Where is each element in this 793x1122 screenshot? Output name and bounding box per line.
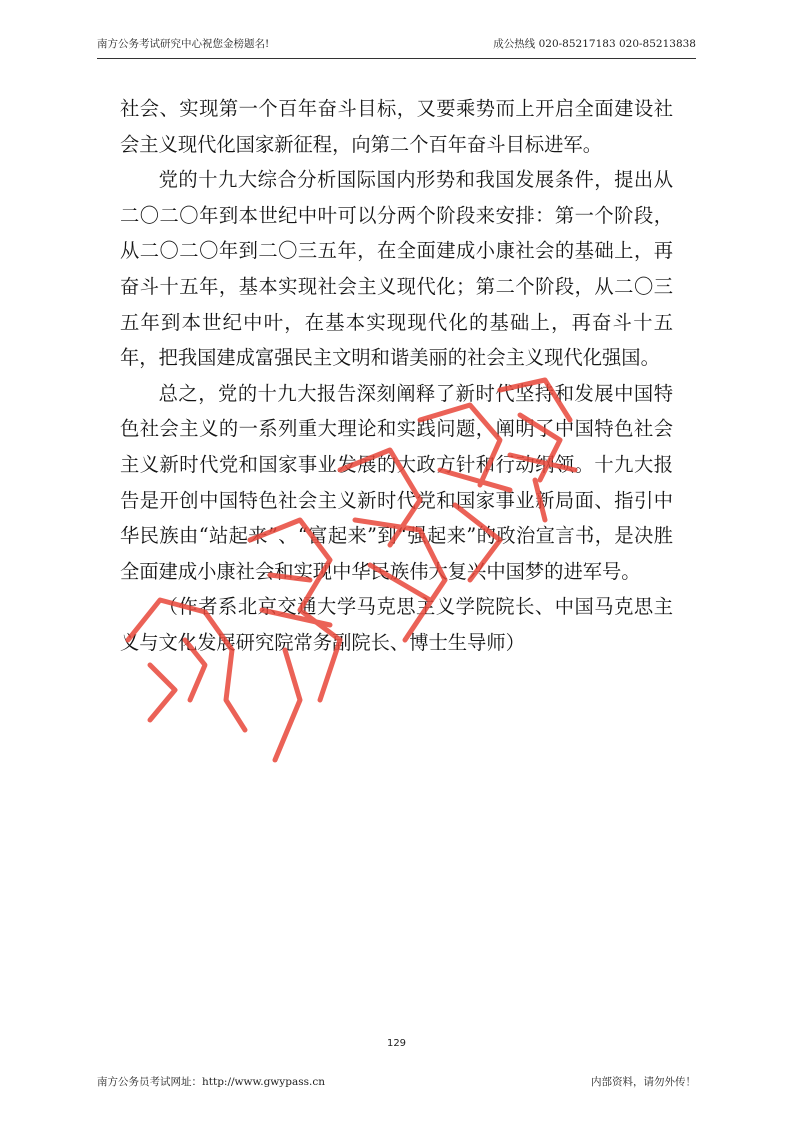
page-number: 129 xyxy=(386,1038,407,1049)
footer-notice: 内部资料，请勿外传！ xyxy=(591,1076,696,1088)
header-slogan: 南方公务考试研究中心祝您金榜题名! xyxy=(97,38,270,50)
paragraph-author-note: （作者系北京交通大学马克思主义学院院长、中国马克思主义与文化发展研究院常务副院长、博士生导师） xyxy=(120,595,673,654)
header-hotline: 成公热线 020-85217183 020-85213838 xyxy=(493,38,696,50)
article-body xyxy=(120,91,673,661)
paragraph-two-stages: 党的十九大综合分析国际国内形势和我国发展条件，提出从二〇二〇年到本世纪中叶可以分两个阶段来安排：第一个阶段，从二〇二〇年到二〇三五年，在全面建成小康社会的基础上，再奋斗十五年，基本实现社会主义现代化；第二个阶段，从二〇三五年到本世纪中叶，在基本实现现代化的基础上，再奋斗十五年，把我国建成富强民主文明和谐美丽的社会主义现代化强国。 xyxy=(120,168,673,370)
header-divider xyxy=(97,58,696,59)
paragraph-conclusion: 总之，党的十九大报告深刻阐释了新时代坚持和发展中国特色社会主义的一系列重大理论和实践问题，阐明了中国特色社会主义新时代党和国家事业发展的大政方针和行动纲领。十九大报告是开创中国特色社会主义新时代党和国家事业新局面、指引中华民族由“站起来”、“富起来”到“强起来”的政治宣言书，是决胜全面建成小康社会和实现中华民族伟大复兴中国梦的进军号。 xyxy=(120,381,673,583)
page-header xyxy=(97,36,696,50)
footer-website: 南方公务员考试网址：http://www.gwypass.cn xyxy=(97,1076,325,1088)
paragraph-continuation: 社会、实现第一个百年奋斗目标，又要乘势而上开启全面建设社会主义现代化国家新征程，向第二个百年奋斗目标进军。 xyxy=(120,97,673,156)
page-footer xyxy=(97,1074,696,1088)
